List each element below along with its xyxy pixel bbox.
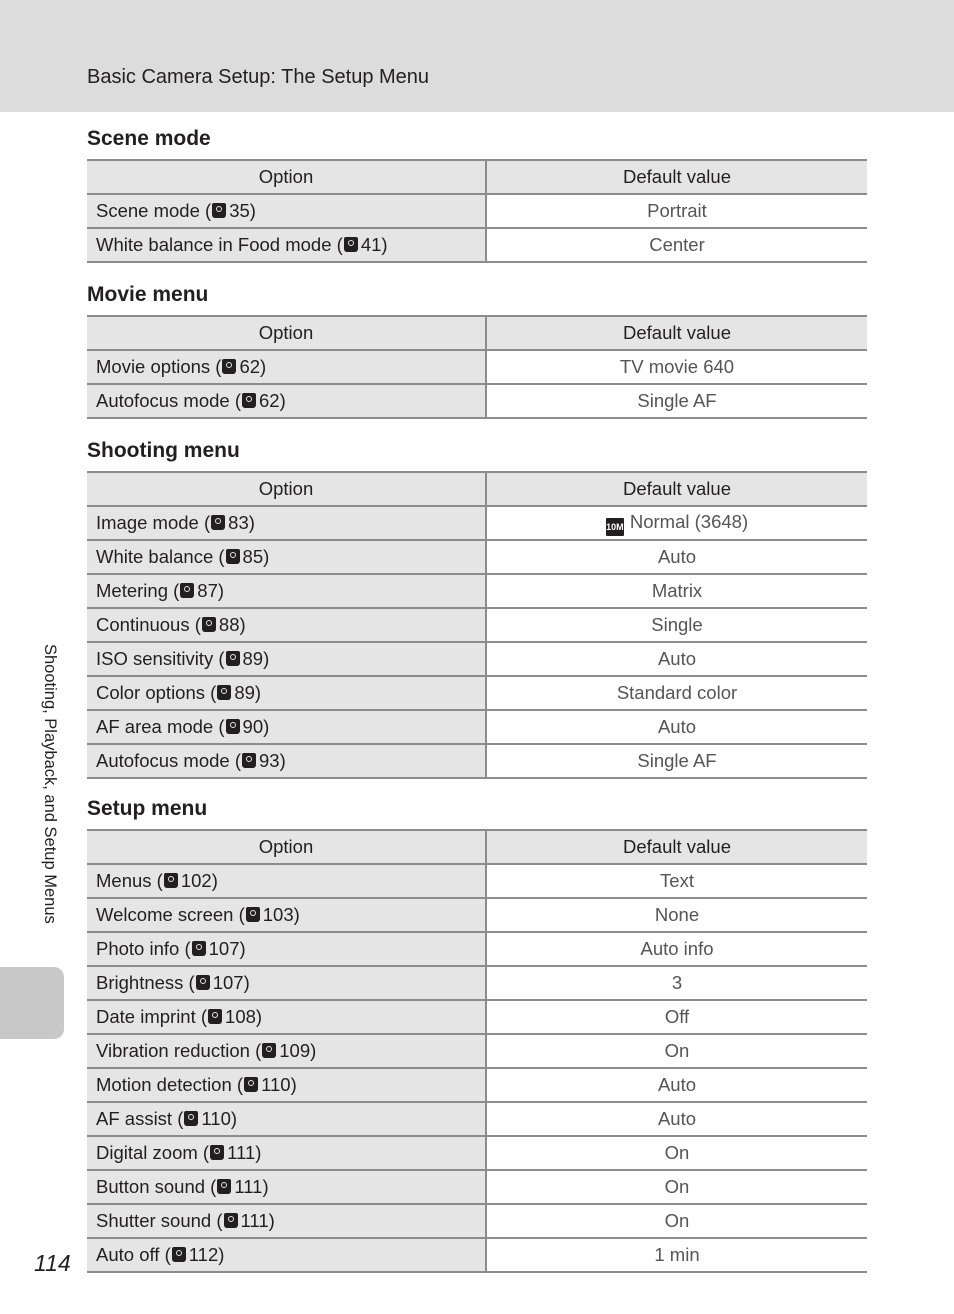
table-row (87, 744, 867, 778)
page-reference-number: 110 (201, 1108, 231, 1129)
table-row (87, 228, 867, 262)
page-reference-number: 89 (234, 682, 255, 703)
default-value-cell (486, 932, 867, 966)
option-name: Continuous (96, 614, 190, 635)
settings-table (87, 159, 867, 263)
option-cell: Motion detection ( 110) (87, 1068, 486, 1102)
page-reference-icon (217, 685, 231, 700)
option-name: Menus (96, 870, 152, 891)
settings-table (87, 471, 867, 779)
section-title: Movie menu (87, 283, 209, 306)
table-row (87, 1204, 867, 1238)
option-name: Autofocus mode (96, 390, 230, 411)
default-value: Matrix (651, 580, 703, 601)
page-reference-icon (202, 617, 216, 632)
table-row (87, 350, 867, 384)
page-reference-icon (210, 1145, 224, 1160)
option-cell: Digital zoom ( 111) (87, 1136, 486, 1170)
option-name: Vibration reduction (96, 1040, 250, 1061)
table-header-row (87, 316, 867, 350)
page-reference-number: 111 (240, 1210, 269, 1231)
column-header-default-value: Default value (486, 316, 867, 350)
page-reference-icon (222, 359, 236, 374)
default-value: On (664, 1176, 690, 1197)
settings-table (87, 315, 867, 419)
default-value: Off (664, 1006, 690, 1027)
option-cell: Button sound ( 111) (87, 1170, 486, 1204)
option-name: Welcome screen (96, 904, 234, 925)
option-cell: AF assist ( 110) (87, 1102, 486, 1136)
default-value-cell (486, 710, 867, 744)
table-row (87, 540, 867, 574)
default-value-cell (486, 384, 867, 418)
side-section-tab (0, 967, 64, 1039)
option-cell: Image mode ( 83) (87, 506, 486, 540)
default-value-cell (486, 864, 867, 898)
section-shooting-menu (87, 438, 867, 779)
default-value: Single (651, 614, 703, 635)
table-row (87, 932, 867, 966)
option-name: Shutter sound (96, 1210, 212, 1231)
page-reference-icon (172, 1247, 186, 1262)
default-value-cell (486, 1204, 867, 1238)
default-value-cell (486, 642, 867, 676)
option-cell: Metering ( 87) (87, 574, 486, 608)
page-reference-number: 111 (234, 1176, 263, 1197)
page-reference-number: 103 (262, 904, 294, 925)
default-value: TV movie 640 (619, 356, 735, 377)
page-reference-icon (196, 975, 210, 990)
page-reference-number: 88 (218, 614, 240, 635)
default-value: Portrait (647, 200, 707, 221)
default-value-cell (486, 228, 867, 262)
page-reference-number: 87 (197, 580, 218, 601)
option-name: Motion detection (96, 1074, 232, 1095)
page-reference-number: 107 (212, 972, 244, 993)
page-reference-icon (226, 549, 240, 564)
option-name: Button sound (96, 1176, 206, 1197)
page-reference-number: 93 (259, 750, 280, 771)
option-name: AF assist (96, 1108, 173, 1129)
table-row (87, 574, 867, 608)
option-cell: Shutter sound ( 111) (87, 1204, 486, 1238)
page-header-title: Basic Camera Setup: The Setup Menu (87, 66, 430, 88)
column-header-default-value: Default value (486, 472, 867, 506)
option-name: Image mode (96, 512, 199, 533)
table-row (87, 1102, 867, 1136)
default-value: Auto (657, 1108, 697, 1129)
option-name: White balance (96, 546, 214, 567)
option-cell: Vibration reduction ( 109) (87, 1034, 486, 1068)
option-cell: ISO sensitivity ( 89) (87, 642, 486, 676)
option-name: Auto off (96, 1244, 160, 1265)
column-header-option: Option (87, 472, 486, 506)
table-row (87, 384, 867, 418)
default-value-cell (486, 350, 867, 384)
table-row (87, 506, 867, 540)
header-band (0, 0, 954, 112)
option-name: AF area mode (96, 716, 214, 737)
default-value: Auto info (640, 938, 714, 959)
default-value: None (654, 904, 700, 925)
default-value-cell (486, 966, 867, 1000)
table-row (87, 898, 867, 932)
option-name: Movie options (96, 356, 211, 377)
section-movie-menu (87, 282, 867, 419)
option-cell: Autofocus mode ( 62) (87, 384, 486, 418)
page-reference-icon (242, 393, 256, 408)
page-reference-number: 62 (239, 356, 261, 377)
option-cell: Autofocus mode ( 93) (87, 744, 486, 778)
table-header-row (87, 160, 867, 194)
option-name: Color options (96, 682, 206, 703)
settings-table (87, 829, 867, 1273)
default-value-cell (486, 1238, 867, 1272)
default-value: Single AF (637, 390, 717, 411)
default-value: 3 (671, 972, 683, 993)
table-row (87, 864, 867, 898)
default-value: Auto (657, 546, 697, 567)
page-reference-number: 107 (208, 938, 240, 959)
page-number: 114 (34, 1250, 71, 1276)
page-reference-number: 111 (227, 1142, 256, 1163)
column-header-default-value: Default value (486, 830, 867, 864)
page-reference-icon (211, 515, 225, 530)
table-row (87, 1238, 867, 1272)
default-value: Single AF (637, 750, 717, 771)
page-reference-icon (344, 237, 358, 252)
page-reference-number: 35 (229, 200, 250, 221)
page-reference-number: 83 (228, 512, 249, 533)
option-cell: Color options ( 89) (87, 676, 486, 710)
page-reference-icon (224, 1213, 238, 1228)
page-reference-icon (246, 907, 260, 922)
default-value: Auto (657, 648, 697, 669)
option-cell: Auto off ( 112) (87, 1238, 486, 1272)
option-cell: Scene mode ( 35) (87, 194, 486, 228)
default-value-cell (486, 676, 867, 710)
page-reference-icon (242, 753, 256, 768)
page-reference-icon (244, 1077, 258, 1092)
column-header-option: Option (87, 316, 486, 350)
option-name: Metering (96, 580, 168, 601)
table-row (87, 608, 867, 642)
default-value-cell (486, 574, 867, 608)
option-cell: Welcome screen ( 103) (87, 898, 486, 932)
default-value-cell (486, 608, 867, 642)
default-value: Normal (3648) (629, 510, 749, 532)
page-reference-icon (180, 583, 194, 598)
default-value: On (664, 1210, 690, 1231)
page-reference-number: 102 (180, 870, 212, 891)
table-row (87, 1034, 867, 1068)
page-reference-number: 85 (242, 546, 264, 567)
default-value: Text (660, 870, 694, 891)
section-setup-menu (87, 796, 867, 1273)
table-row (87, 1170, 867, 1204)
page-reference-number: 89 (242, 648, 264, 669)
page-reference-icon (262, 1043, 276, 1058)
default-value-cell (486, 194, 867, 228)
default-value-cell (486, 506, 867, 540)
table-row (87, 194, 867, 228)
page-reference-icon (212, 203, 226, 218)
page-reference-icon (208, 1009, 222, 1024)
option-cell: Continuous ( 88) (87, 608, 486, 642)
table-row (87, 642, 867, 676)
page-reference-icon (226, 651, 240, 666)
default-value-cell (486, 1102, 867, 1136)
page-reference-number: 62 (259, 390, 280, 411)
option-cell: Menus ( 102) (87, 864, 486, 898)
option-cell: White balance in Food mode ( 41) (87, 228, 486, 262)
section-title: Shooting menu (87, 439, 240, 462)
table-row (87, 1068, 867, 1102)
default-value: Auto (657, 1074, 697, 1095)
default-value: Standard color (616, 682, 738, 703)
side-section-label: Shooting, Playback, and Setup Menus (41, 644, 59, 924)
column-header-option: Option (87, 830, 486, 864)
option-name: Scene mode (96, 200, 200, 221)
default-value: Center (649, 234, 705, 255)
page-reference-number: 108 (225, 1006, 256, 1027)
option-cell: Photo info ( 107) (87, 932, 486, 966)
option-name: ISO sensitivity (96, 648, 214, 669)
page-reference-icon (164, 873, 178, 888)
default-value-cell (486, 1068, 867, 1102)
default-value: Auto (657, 716, 697, 737)
table-row (87, 966, 867, 1000)
table-row (87, 710, 867, 744)
section-title: Scene mode (87, 127, 211, 150)
default-value-cell (486, 1170, 867, 1204)
page-reference-icon (217, 1179, 231, 1194)
page-reference-number: 110 (261, 1074, 291, 1095)
table-header-row (87, 472, 867, 506)
option-name: Autofocus mode (96, 750, 230, 771)
default-value: On (664, 1142, 690, 1163)
default-value-cell (486, 1136, 867, 1170)
option-name: Brightness (96, 972, 184, 993)
default-value-cell (486, 1000, 867, 1034)
page-reference-number: 41 (360, 234, 382, 255)
page-reference-number: 90 (242, 716, 264, 737)
option-cell: AF area mode ( 90) (87, 710, 486, 744)
option-name: Date imprint (96, 1006, 196, 1027)
option-cell: Movie options ( 62) (87, 350, 486, 384)
column-header-default-value: Default value (486, 160, 867, 194)
page-reference-icon (192, 941, 206, 956)
option-cell: Brightness ( 107) (87, 966, 486, 1000)
table-row (87, 676, 867, 710)
option-cell: Date imprint ( 108) (87, 1000, 486, 1034)
table-header-row (87, 830, 867, 864)
page-reference-icon (184, 1111, 198, 1126)
default-value: 1 min (654, 1244, 700, 1265)
page-reference-number: 109 (279, 1040, 311, 1061)
default-value-cell (486, 540, 867, 574)
page-reference-number: 112 (188, 1244, 219, 1265)
default-value-cell (486, 1034, 867, 1068)
option-name: Photo info (96, 938, 180, 959)
table-row (87, 1000, 867, 1034)
default-value: On (664, 1040, 690, 1061)
option-name: Digital zoom (96, 1142, 198, 1163)
column-header-option: Option (87, 160, 486, 194)
page-reference-icon (226, 719, 240, 734)
default-value-cell (486, 898, 867, 932)
default-value-cell (486, 744, 867, 778)
section-scene-mode (87, 126, 867, 263)
section-title: Setup menu (87, 797, 208, 820)
option-cell: White balance ( 85) (87, 540, 486, 574)
option-name: White balance in Food mode (96, 234, 332, 255)
image-size-10m-icon: 10M (606, 518, 624, 536)
table-row (87, 1136, 867, 1170)
